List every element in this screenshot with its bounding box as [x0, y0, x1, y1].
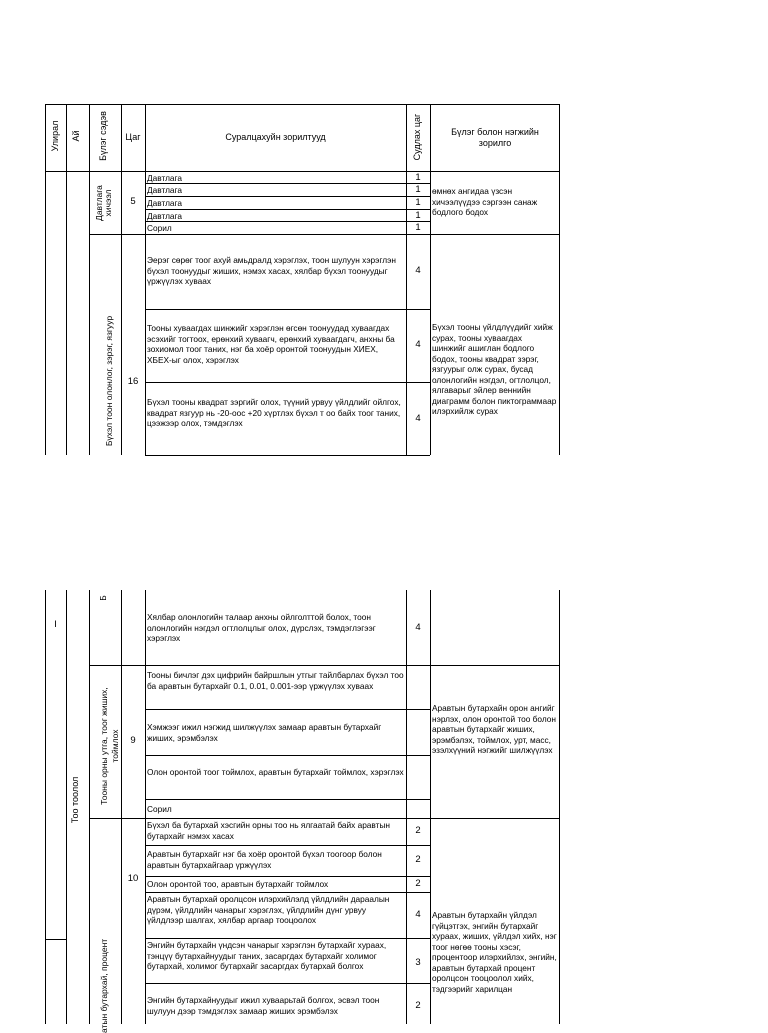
study-hours: 4	[415, 909, 421, 920]
unit-goal: Аравтын бутархайн үйлдэл гүйцэтгэх, энгийн бутархайг хураах, жиших, үйлдэл хийх, нэг тоог нөгөө тооны хэсэг, процентоор илэрхийлэх, энгийн, аравтын бутархай процент оролцсон тооцоолол хийх, тэдгээрийг харилцан	[432, 910, 557, 994]
study-hours: 1	[415, 222, 421, 233]
header-unit-topic: Бүлэг сэдэв	[98, 111, 108, 161]
curriculum-table-top	[0, 0, 768, 460]
objective-row: Хялбар олонлогийн талаар анхны ойлголттой болох, тоон олонлогийн нэгдэл огтлолцлыг олох, дүрслэх, тэмдэглэгээг хэрэглэх	[147, 612, 376, 643]
study-hours: 1	[415, 210, 421, 221]
curriculum-table-bottom	[0, 590, 768, 1033]
objective-row: Хэмжээг ижил нэгжид шилжүүлэх замаар аравтын бутархайг жиших, эрэмбэлэх	[147, 722, 382, 743]
objective-row: Давтлага	[147, 185, 182, 195]
objective-row: Тооны хуваагдах шинжийг хэрэглэн өгсөн тоонуудад хуваагдах эсэхийг тогтоох, ерөнхий хуваагч, ерөнхий хуваагдагч, анхны ба зохиомол тоог таних, нэг ба хоёр оронтой тоонуудын ХИЕХ, ХБЕХ-ыг олох, хэрэглэх	[147, 323, 395, 365]
header-month: Ай	[71, 130, 81, 142]
objective-row: Эерэг сөрөг тоог ахуй амьдралд хэрэглэх, тоон шулуун хэрэглэн бүхэл тоонуудыг жиших, нэмэх хасах, хялбар бүхэл тоонуудыг үржүүлэх хуваах	[147, 255, 396, 286]
objective-row: Сорил	[147, 804, 172, 814]
topic-place-value: Тооны орны утга, тоог жиших, тоймлох	[99, 687, 120, 805]
objective-row: Давтлага	[147, 211, 182, 221]
topic-fractions: атын бутархай, процент	[99, 938, 109, 1033]
objective-row: Аравтын бутархайг нэг ба хоёр оронтой бүхэл тоогоор болон аравтын бутархайгаар үржүүлэх	[147, 849, 382, 870]
study-hours: 1	[415, 172, 421, 183]
study-hours: 1	[415, 197, 421, 208]
study-hours: 4	[415, 413, 421, 424]
objective-row: Олон оронтой тоо, аравтын бутархайг тоймлох	[147, 879, 329, 889]
study-hours: 2	[415, 854, 421, 865]
objective-row: Энгийн бутархайнуудыг ижил хуваарьтай болгох, эсвэл тоон шулуун дээр тэмдэглэх замаар жиших эрэмбэлэх	[147, 995, 380, 1016]
header-unit-goal: Бүлэг болон нэгжийн зорилго	[451, 127, 539, 148]
study-hours: 2	[415, 825, 421, 836]
objective-row: Сорил	[147, 223, 172, 233]
study-hours: 2	[415, 1000, 421, 1011]
study-hours: 3	[415, 957, 421, 968]
month-label: Тоо тоолол	[70, 776, 80, 824]
hours-integers: 16	[127, 376, 139, 387]
header-semester: Улирал	[50, 120, 60, 152]
objective-row: Тооны бичлэг дэх цифрийн байршлын утгыг тайлбарлах бүхэл тоо ба аравтын бутархайг 0.1, 0.01, 0.001-ээр үржүүлэх хуваах	[147, 670, 404, 691]
study-hours: 1	[415, 184, 421, 195]
study-hours: 4	[415, 339, 421, 350]
header-objectives: Суралцахуйн зорилтууд	[225, 132, 326, 142]
header-study-hours: Судлах цаг	[412, 113, 422, 161]
topic-integers: Бүхэл тоон олонлог, зэрэг, язгуур	[104, 315, 114, 447]
objective-row: Энгийн бутархайн үндсэн чанарыг хэрэглэн бутархайг хураах, тэнцүү бутархайнуудыг таних, засаргдах бутархайг холимог бутархай, холимог бутархайг засаргдах бутархай болгох	[147, 940, 387, 971]
objective-row: Олон оронтой тоог тоймлох, аравтын бутархайг тоймлох, хэрэглэх	[147, 767, 404, 777]
hours-fractions: 10	[127, 873, 139, 884]
hours-review: 5	[130, 196, 136, 207]
topic-fragment: Б	[99, 595, 108, 601]
unit-goal: өмнөх ангидаа үзсэн хичээлүүдээ сэргээн санаж бодлого бодох	[432, 186, 538, 217]
semester-label: I	[54, 619, 57, 630]
objective-row: Давтлага	[147, 173, 182, 183]
unit-goal: Бүхэл тооны үйлдлүүдийг хийж сурах, тооны хуваагдах шинжийг ашиглан бодлого бодох, тооны квадрат зэрэг, язгуурыг олж сурах, бусад олонлогийн нэгдэл, огтлолцол, ялгаварыг эйлер веннийн диаграмм болон пиктограммаар илэрхийлж сурах	[432, 322, 557, 416]
objective-row: Аравтын бутархай оролцсон илэрхийлэлд үйлдлийн дараалын дүрэм, үйлдлийн чанарыг хэрэглэх, үйлдлийн дүнг урвуу үйлдлээр шалгах, хялбар аргаар тооцоолох	[147, 894, 390, 925]
study-hours: 4	[415, 622, 421, 633]
unit-goal: Аравтын бутархайн орон ангийг нэрлэх, олон оронтой тоо болон аравтын бутархайг жиших, эрэмбэлэх, тоймлох, урт, масс, эзэлхүүний нэгжийг шилжүүлэх	[432, 703, 556, 755]
study-hours: 4	[415, 265, 421, 276]
topic-review: Давтлага хичээл	[94, 185, 113, 221]
objective-row: Давтлага	[147, 198, 182, 208]
hours-place-value: 9	[130, 735, 136, 746]
objective-row: Бүхэл тооны квадрат зэргийг олох, түүний урвуу үйлдлийг ойлгох, квадрат язгуур нь -20-оос +20 хүртлэх бүхэл т оо байх тоог таних, цээжээр олох, тэмдэглэх	[147, 397, 401, 428]
header-hours: Цаг	[125, 132, 141, 142]
study-hours: 2	[415, 878, 421, 889]
objective-row: Бүхэл ба бутархай хэсгийн орны тоо нь ялгаатай байх аравтын бутархайг нэмэх хасах	[147, 820, 390, 841]
